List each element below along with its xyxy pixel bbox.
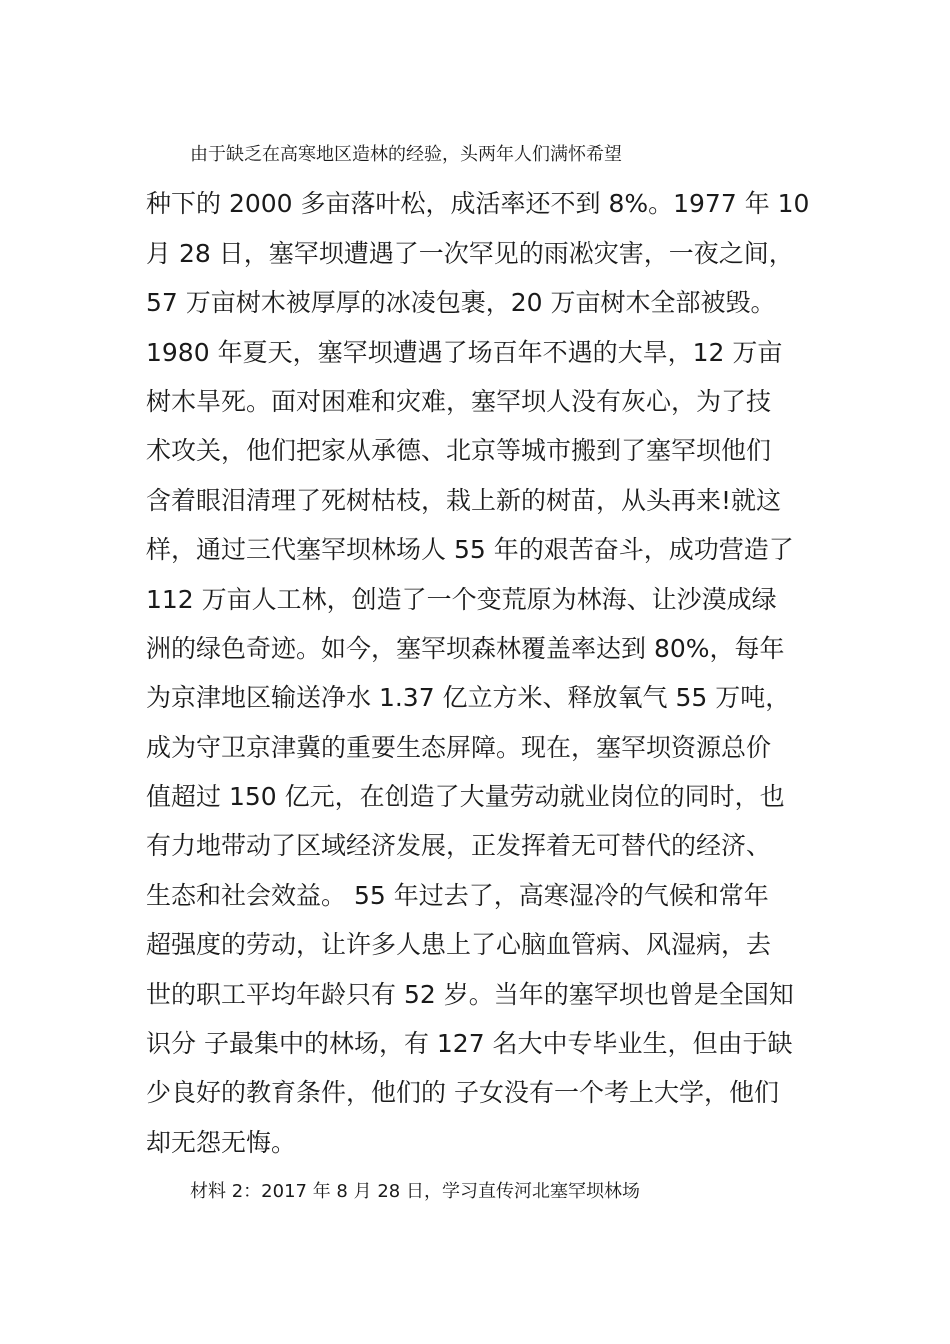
text-line: 有力地带动了区域经济发展，正发挥着无可替代的经济、 bbox=[146, 831, 772, 861]
text-line: 洲的绿色奇迹。如今，塞罕坝森林覆盖率达到 80%，每年 bbox=[146, 633, 785, 663]
text-line: 材料 2：2017 年 8 月 28 日，学习直传河北塞罕坝林场 bbox=[190, 1181, 640, 1203]
text-line: 月 28 日，塞罕坝遭遇了一次罕见的雨凇灾害，一夜之间， bbox=[146, 238, 794, 268]
text-line: 树木旱死。面对困难和灾难，塞罕坝人没有灰心，为了技 bbox=[146, 386, 772, 416]
text-line: 术攻关，他们把家从承德、北京等城市搬到了塞罕坝他们 bbox=[146, 436, 772, 466]
text-line: 含着眼泪清理了死树枯枝，栽上新的树苗，从头再来!就这 bbox=[146, 485, 782, 515]
text-line: 识分 子最集中的林场，有 127 名大中专毕业生，但由于缺 bbox=[146, 1029, 793, 1059]
text-line: 成为守卫京津冀的重要生态屏障。现在，塞罕坝资源总价 bbox=[146, 732, 772, 762]
text-line: 112 万亩人工林，创造了一个变荒原为林海、让沙漠成绿 bbox=[146, 584, 777, 614]
text-line: 样，通过三代塞罕坝林场人 55 年的艰苦奋斗，成功营造了 bbox=[146, 535, 794, 565]
text-line: 少良好的教育条件，他们的 子女没有一个考上大学，他们 bbox=[146, 1078, 779, 1108]
text-line: 种下的 2000 多亩落叶松，成活率还不到 8%。1977 年 10 bbox=[146, 189, 810, 219]
text-line: 值超过 150 亿元，在创造了大量劳动就业岗位的同时，也 bbox=[146, 782, 785, 812]
text-line: 由于缺乏在高寒地区造林的经验，头两年人们满怀希望 bbox=[190, 144, 622, 165]
text-line: 1980 年夏天，塞罕坝遭遇了场百年不遇的大旱，12 万亩 bbox=[146, 337, 783, 367]
text-line: 却无怨无悔。 bbox=[146, 1127, 297, 1157]
text-line: 生态和社会效益。 55 年过去了，高寒湿冷的气候和常年 bbox=[146, 880, 769, 910]
text-line: 57 万亩树木被厚厚的冰凌包裹，20 万亩树木全部被毁。 bbox=[146, 288, 776, 318]
text-line: 为京津地区输送净水 1.37 亿立方米、释放氧气 55 万吨， bbox=[146, 683, 791, 713]
body-text bbox=[146, 130, 826, 1217]
text-line: 世的职工平均年龄只有 52 岁。当年的塞罕坝也曾是全国知 bbox=[146, 979, 794, 1009]
text-line: 超强度的劳动，让许多人患上了心脑血管病、风湿病，去 bbox=[146, 930, 772, 960]
